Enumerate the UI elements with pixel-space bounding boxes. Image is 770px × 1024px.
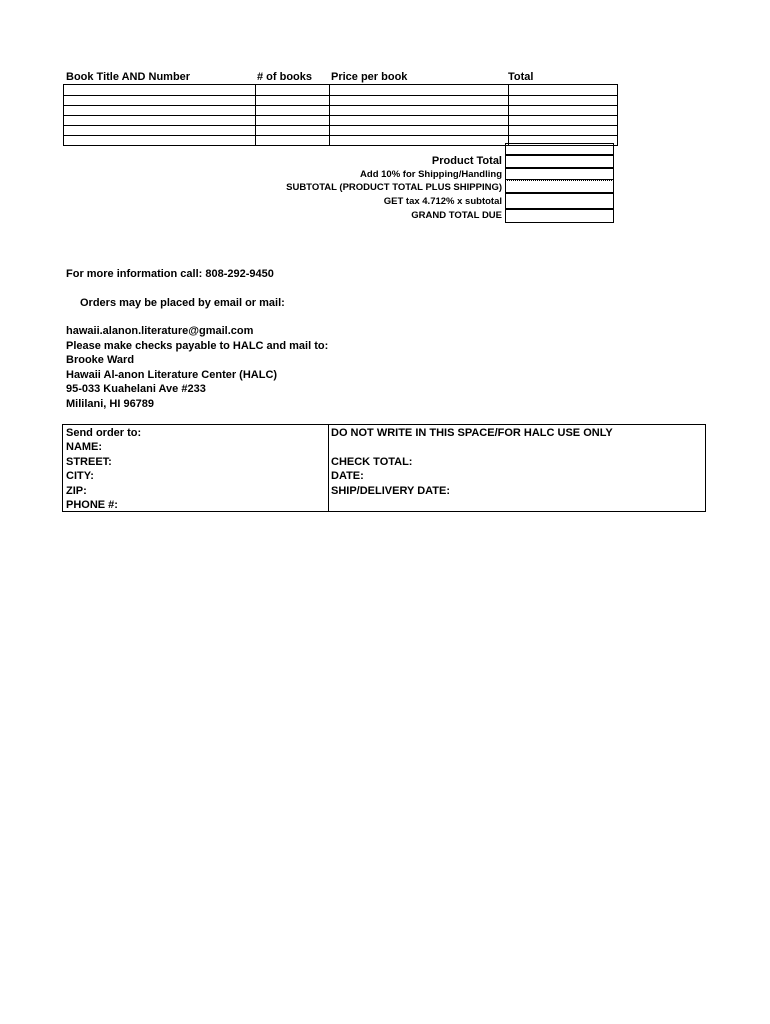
total-cell[interactable] [509,85,618,96]
name-field-label[interactable]: NAME: [66,441,103,453]
subtotal-label: SUBTOTAL (PRODUCT TOTAL PLUS SHIPPING) [286,182,502,193]
office-use-title: DO NOT WRITE IN THIS SPACE/FOR HALC USE ONLY [331,427,613,439]
product-total-cell[interactable] [505,155,614,168]
total-cell[interactable] [509,126,618,136]
email-address[interactable]: hawaii.alanon.literature@gmail.com [66,325,254,337]
title-cell[interactable] [64,126,256,136]
product-total-label: Product Total [431,155,502,167]
title-cell[interactable] [64,96,256,106]
contact-name: Brooke Ward [66,354,135,366]
title-cell[interactable] [64,85,256,96]
tax-label: GET tax 4.712% x subtotal [383,196,502,207]
header-total: Total [508,71,534,83]
shipping-label: Add 10% for Shipping/Handling [360,169,502,180]
city-field-label[interactable]: CITY: [66,470,94,482]
price-cell[interactable] [330,136,509,146]
box-divider [328,425,329,511]
street-field-label[interactable]: STREET: [66,456,112,468]
order-row [64,116,618,126]
price-cell[interactable] [330,106,509,116]
date-label: DATE: [331,470,364,482]
title-cell[interactable] [64,116,256,126]
header-book-title: Book Title AND Number [66,71,191,83]
order-row [64,126,618,136]
price-cell[interactable] [330,126,509,136]
order-row [64,85,618,96]
price-cell[interactable] [330,116,509,126]
check-total-label: CHECK TOTAL: [331,456,413,468]
grand-total-label: GRAND TOTAL DUE [411,210,502,221]
order-row [64,96,618,106]
header-price-per-book: Price per book [331,71,408,83]
ship-date-label: SHIP/DELIVERY DATE: [331,485,450,497]
total-cell[interactable] [509,96,618,106]
orders-info: Orders may be placed by email or mail: [80,297,285,309]
order-form-box [62,424,706,512]
order-row [64,106,618,116]
title-cell[interactable] [64,136,256,146]
phone-info: For more information call: 808-292-9450 [66,268,274,280]
send-order-title: Send order to: [66,427,142,439]
city-address: Mililani, HI 96789 [66,398,155,410]
tax-cell[interactable] [505,193,614,209]
grand-total-cell[interactable] [505,209,614,223]
header-num-books: # of books [257,71,313,83]
shipping-cell[interactable] [505,168,614,180]
qty-cell[interactable] [256,106,330,116]
street-address: 95-033 Kuahelani Ave #233 [66,383,206,395]
qty-cell[interactable] [256,116,330,126]
org-name: Hawaii Al-anon Literature Center (HALC) [66,369,278,381]
qty-cell[interactable] [256,136,330,146]
checks-payable: Please make checks payable to HALC and mail to: [66,340,329,352]
title-cell[interactable] [64,106,256,116]
price-cell[interactable] [330,96,509,106]
qty-cell[interactable] [256,85,330,96]
order-table [63,84,618,146]
blank-total-cell[interactable] [505,143,614,155]
subtotal-cell[interactable] [505,180,614,193]
price-cell[interactable] [330,85,509,96]
zip-field-label[interactable]: ZIP: [66,485,87,497]
qty-cell[interactable] [256,126,330,136]
qty-cell[interactable] [256,96,330,106]
total-cell[interactable] [509,106,618,116]
total-cell[interactable] [509,116,618,126]
phone-field-label[interactable]: PHONE #: [66,499,118,511]
